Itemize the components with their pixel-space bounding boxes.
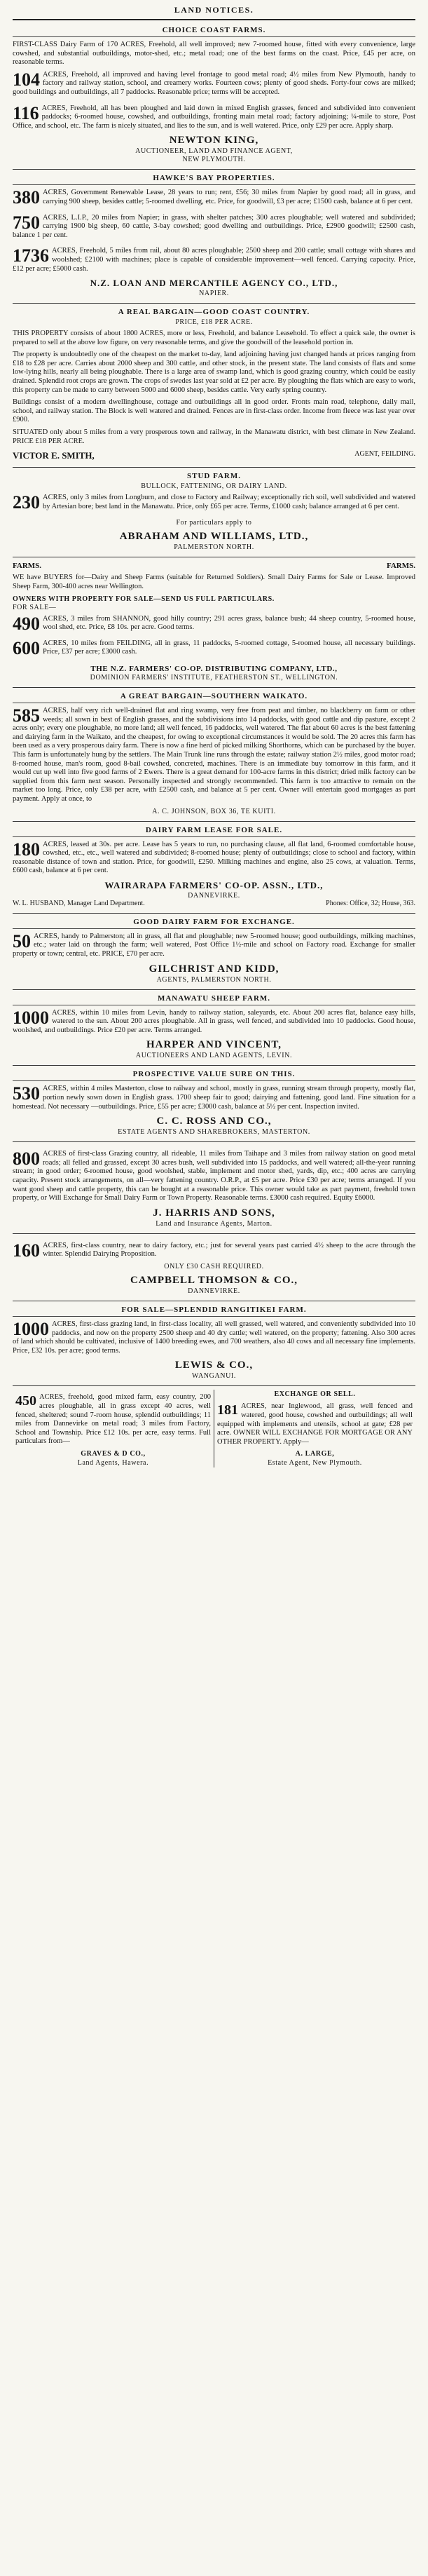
agent-location: ESTATE AGENTS AND SHAREBROKERS, MASTERTON.: [118, 1128, 310, 1137]
dairy-lease-section: [13, 822, 415, 914]
acreage: 1736: [13, 245, 49, 266]
acreage: 750: [13, 212, 40, 233]
ad-text: WE have BUYERS for—Dairy and Sheep Farms (suitable for Returned Soldiers). Small Dairy Farms for Sale or Lease. Improved Sheep Farm, 300-400 acres near Wellington.: [13, 574, 415, 590]
agent-name: J. HARRIS AND SONS,: [153, 1207, 275, 1219]
acreage: 160: [13, 1240, 40, 1261]
acreage: 800: [13, 1148, 40, 1170]
agent-name: NEWTON KING,: [169, 135, 259, 147]
ad-text: ACRES, first-class grazing land, in first-class locality, all well grassed, well watered, and conveniently subdivided into 10 paddocks, and now on the property 2500 sheep and 40 dry cattle; well watered, on the property; fattening. Also 300 acres of land which should be cultivated, inclusive of 1400 breeding ewes, and 700 weathers, also 40 cows and all necessary fine implements. Price, £32 10s. per acre; good terms.: [13, 1320, 415, 1355]
acreage: 1000: [13, 1007, 49, 1028]
section-title: MANAWATU SHEEP FARM.: [13, 994, 415, 1005]
acreage: 530: [13, 1083, 40, 1104]
farms-heading: FARMS.: [13, 562, 42, 571]
ad-text: ACRES, handy to Palmerston; all in grass, all flat and ploughable; new 5-roomed house; good outbuildings, milking machines, etc.; water laid on through the farm; well watered, Post Office 1½-mile and school on Factory road. Exchange for smaller property or town; central, etc. PRICE, £70 per acre.: [13, 932, 415, 958]
ad-text: ACRES, only 3 miles from Longburn, and close to Factory and Railway; exceptionally rich soil, well subdivided and watered by Artesian bore; best land in the Manawatu. Price, only £65 per acre. Terms, £1000 cash; balance arranged at 6 per cent.: [43, 494, 415, 510]
section-subtitle: PRICE, £18 PER ACRE.: [175, 318, 253, 327]
footer-left-ad: [13, 1390, 214, 1467]
section-title: CHOICE COAST FARMS.: [13, 26, 415, 37]
agent-manager: W. L. HUSBAND, Manager Land Department.: [13, 899, 145, 907]
agent-location: AGENT, FEILDING.: [354, 450, 415, 459]
agent-name: ABRAHAM AND WILLIAMS, LTD.,: [119, 531, 309, 543]
ad-paragraph: The property is undoubtedly one of the cheapest on the market to-day, land adjoining having just changed hands at prices ranging from £18 to £28 per acre. Carries about 2000 sheep and 300 cattle, and other stock, in the present state. The land consists of flats and some low-lying hills, nearly all being ploughable. There is a large area of swamp land, which is good grazing country, which could be easily drained. Splendid root crops are grown. The crops of swedes last year sold at £2 per acre. By ploughing the flats which are easy to work, this property can be made to carry between 5000 and 6000 sheep, besides cattle. Very early spring country.: [13, 351, 415, 394]
apply-note: For particulars apply to: [176, 519, 252, 527]
masthead: LAND NOTICES.: [13, 3, 415, 20]
agent-location: WANGANUI.: [192, 1372, 236, 1381]
agent-phones: Phones: Office, 32; House, 363.: [326, 899, 415, 907]
acreage: 180: [13, 839, 40, 860]
acreage: 490: [13, 613, 40, 634]
stud-farm-section: [13, 468, 415, 557]
ad-text: ACRES, Freehold, 5 miles from rail, about 80 acres ploughable; 2500 sheep and 200 cattle; small cottage with shares and woolshed; £2100 with machines; place is capable of considerable improvement—well fenced. Carrying capacity. Price, £12 per acre; £5000 cash.: [13, 247, 415, 273]
ad-text: FIRST-CLASS Dairy Farm of 170 ACRES, Freehold, all well improved; new 7-roomed house, fitted with every convenience, large cowshed, and substantial outbuildings, motor-shed, etc.; metal road; one of the best farms on the coast. Price, £45 per acre, on reasonable terms.: [13, 41, 415, 67]
hawkes-bay-section: [13, 170, 415, 304]
section-title: A GREAT BARGAIN—SOUTHERN WAIKATO.: [13, 692, 415, 703]
agent-location: Land and Insurance Agents, Marton.: [156, 1219, 272, 1228]
agent-location: NEW PLYMOUTH.: [182, 156, 246, 164]
grazing-section: [13, 1142, 415, 1234]
acreage: 380: [13, 187, 40, 208]
agent-name: A. C. JOHNSON, BOX 36, TE KUITI.: [152, 807, 276, 815]
choice-coast-farms-section: [13, 22, 415, 170]
agent-name: A. LARGE,: [295, 1450, 335, 1458]
owners-note: OWNERS WITH PROPERTY FOR SALE—SEND US FULL PARTICULARS.: [13, 595, 275, 603]
agent-location: NAPIER.: [199, 290, 229, 298]
agent-name: CAMPBELL THOMSON & CO.,: [130, 1274, 298, 1286]
agent-name: VICTOR E. SMITH,: [13, 450, 95, 461]
acreage: 116: [13, 102, 39, 123]
acreage: 585: [13, 705, 40, 726]
section-title: PROSPECTIVE VALUE SURE ON THIS.: [13, 1070, 415, 1081]
prospective-section: [13, 1066, 415, 1142]
section-subtitle: BULLOCK, FATTENING, OR DAIRY LAND.: [141, 482, 287, 491]
agent-name: WAIRARAPA FARMERS' CO-OP. ASSN., LTD.,: [104, 879, 324, 890]
section-title: A REAL BARGAIN—GOOD COAST COUNTRY.: [118, 308, 310, 317]
rangitikei-section: [13, 1301, 415, 1386]
farms-heading: FARMS.: [386, 562, 415, 571]
section-title: STUD FARM.: [186, 472, 241, 481]
agent-location: DANNEVIRKE.: [188, 891, 240, 900]
dannevirke-section: [13, 1234, 415, 1301]
section-title: HAWKE'S BAY PROPERTIES.: [13, 174, 415, 185]
agent-address: DOMINION FARMERS' INSTITUTE, FEATHERSTON ST., WELLINGTON.: [90, 673, 338, 682]
ad-text: ACRES, within 4 miles Masterton, close to railway and school, mostly in grass, running stream through property, mostly flat, portion newly sown down in English grass. 1700 sheep fair to good; dairying and fattening, good land. Fine situation for a homestead. Not necessary —outbuildings. Price, £55 per acre; £3000 cash, balance at 5½ per cent. Inspection invited.: [13, 1085, 415, 1111]
for-sale-label: FOR SALE—: [13, 603, 57, 611]
ad-text: ACRES, 3 miles from SHANNON, good hilly country; 291 acres grass, balance bush; 44 sheep country, 5-roomed house, wool shed, etc. Price, £8 10s. per acre. Good terms.: [43, 614, 415, 632]
ad-text: ACRES, near Inglewood, all grass, well fenced and watered, good house, cowshed and outbuildings; all well equipped with implements and utensils, school at gate; £28 per acre. OWNER WILL EXCHANGE FOR MORTGAGE OR ANY OTHER PROPERTY. Apply—: [217, 1402, 413, 1446]
ad-text: ACRES, leased at 30s. per acre. Lease has 5 years to run, no purchasing clause, all flat land, 6-roomed comfortable house, cowshed, etc., etc., well watered and subdivided; 8-roomed house; plenty of outbuildings; close to school and factory, within reasonable distance of town and station. Price, for goodwill, £250. Milking machines and engine, also 25 cows, at valuation. Terms, £600 cash, balance at 6 per cent.: [13, 840, 415, 875]
section-title: DAIRY FARM LEASE FOR SALE.: [13, 826, 415, 837]
agent-name: N.Z. LOAN AND MERCANTILE AGENCY CO., LTD.,: [90, 278, 338, 289]
ad-paragraph: Buildings consist of a modern dwellinghouse, cottage and outbuildings all in good order. Fronts main road, telephone, daily mail, school, and railway station. The Block is well watered and drained. Fences are in first-class order. Income from fleece was last year over £900.: [13, 398, 415, 424]
acreage: 1000: [13, 1318, 49, 1339]
agent-name: HARPER AND VINCENT,: [146, 1039, 282, 1051]
ad-text: ACRES, Government Renewable Lease, 28 years to run; rent, £56; 30 miles from Napier by good road; all in grass, and carrying 900 sheep, besides cattle; 5-roomed dwelling, etc. Price, for goodwill, £3 per acre; £1500 cash, balance at 6 per cent.: [43, 189, 415, 205]
acreage: 230: [13, 492, 40, 513]
waikato-section: [13, 688, 415, 822]
ad-paragraph: THIS PROPERTY consists of about 1800 ACRES, more or less, Freehold, and balance Leasehold. To effect a quick sale, the owner is prepared to sell at the above low figure, on very reasonable terms, and give the goodwill of the leasehold portion in.: [13, 330, 415, 346]
agent-location: DANNEVIRKE.: [188, 1287, 240, 1295]
section-title: GOOD DAIRY FARM FOR EXCHANGE.: [13, 918, 415, 929]
footer-columns: [13, 1386, 415, 1467]
agent-location: Estate Agent, New Plymouth.: [268, 1459, 362, 1467]
agent-name: GILCHRIST AND KIDD,: [149, 963, 279, 975]
good-dairy-exchange-section: [13, 914, 415, 990]
ad-text: ACRES, 10 miles from FEILDING, all in grass, 11 paddocks, 5-roomed cottage, 5-roomed house, all necessary buildings. Price, £37 per acre; £3000 cash.: [43, 639, 415, 656]
manawatu-section: [13, 990, 415, 1066]
acreage: 450: [15, 1393, 36, 1409]
agent-name: GRAVES & D CO.,: [81, 1449, 146, 1458]
ad-text: ACRES, L.I.P., 20 miles from Napier; in grass, with shelter patches; 300 acres ploughable; well watered and subdivided; carrying 1900 big sheep, 60 cattle, 3-bay cowshed; good dwelling and outbuildings. Price, £2900 goodwill; £2500 cash, balance 1 per cent.: [13, 213, 415, 239]
agent-name: C. C. ROSS AND CO.,: [156, 1116, 272, 1127]
agent-detail: AUCTIONEER, LAND AND FINANCE AGENT,: [135, 147, 293, 156]
cash-note: ONLY £30 CASH REQUIRED.: [164, 1262, 264, 1270]
ad-text: ACRES, Freehold, all has been ploughed and laid down in mixed English grasses, fenced and subdivided into convenient paddocks; 6-roomed house, cowshed, and outbuildings, fronting main metal road; factory adjoining; ¼-mile to store, Post Office, and school, etc. The farm is nicely situated, and lies to the sun, and is well watered. Price, only £29 per acre. Apply sharp.: [13, 104, 415, 130]
acreage: 181: [217, 1402, 238, 1418]
real-bargain-section: [13, 304, 415, 468]
ad-text: ACRES, half very rich well-drained flat and ring swamp, very free from peat and timber, no blackberry on farm or other weeds; all sown in best of English grasses, and the subdivisions into 14 paddocks, with good cattle and dip pasture, except 2 acres only; every one ploughable, no more land; all well fenced, 16 paddocks, well watered. The flat about 60 acres is the best fattening and dairying farm in the Waikato, and the cheapest, for owing to exceptional circumstances it would be sold. The 20 acres this farm has been used as a very prosperous dairy farm. There is now a fine herd of picked milking Shorthorns, which can be purchased by the buyer. This farm is unfortunately hung by the settlers. The Main Trunk line runs through the estate; railway station 2½ miles, good motor road; 8-roomed house, man's room, good 8-bail cowshed, concreted, machines. There is an immediate buy tomorrow in this farm, and it would cut up well into five good farms of 2 Ewers. There is a great demand for 100-acre farms in this district; dried milk factory can be supplied from this farm next season. Personally inspected and strongly recommended. This farm is too attractive to remain on the market too long. Price, only £38 per acre, with £2500 cash, and balance at 5 per cent. Owner will entertain good mortgages as part payment. Apply at once, to: [13, 706, 415, 803]
agent-location: AGENTS, PALMERSTON NORTH.: [156, 975, 272, 984]
ad-text: ACRES, first-class country, near to dairy factory, etc.; just for several years past carried 4½ sheep to the acre through the winter. Splendid Dairying Proposition.: [43, 1241, 415, 1259]
section-title: EXCHANGE OR SELL.: [274, 1390, 356, 1399]
ad-text: ACRES, freehold, good mixed farm, easy country, 200 acres ploughable, all in grass except 40 acres, well fenced, sheltered; sound 7-room house, splendid outbuildings; 11 miles from Dannevirke on metal road; 3 miles from Factory, School and Township. Price £12 10s. per acre, easy terms. Full particulars from—: [15, 1393, 211, 1446]
ad-text: ACRES, Freehold, all improved and having level frontage to good metal road; 4½ miles from New Plymouth, handy to factory and railway station, school, and creamery works. Fourteen cows; plenty of good sheds. Forty-four cows are milked; good buildings and outbuildings, all 7 paddocks. Reasonable price; terms will be accepted.: [13, 70, 415, 96]
agent-location: AUCTIONEERS AND LAND AGENTS, LEVIN.: [135, 1052, 293, 1060]
agent-name: THE N.Z. FARMERS' CO-OP. DISTRIBUTING COMPANY, LTD.,: [90, 664, 338, 673]
ad-paragraph: SITUATED only about 5 miles from a very prosperous town and railway, in the Manawatu district, with best climate in New Zealand. PRICE £18 PER ACRE.: [13, 428, 415, 445]
agent-location: PALMERSTON NORTH.: [174, 543, 254, 552]
farms-section: [13, 557, 415, 688]
agent-location: Land Agents, Hawera.: [77, 1458, 149, 1467]
section-title: FOR SALE—SPLENDID RANGITIKEI FARM.: [13, 1306, 415, 1317]
ad-text: ACRES, within 10 miles from Levin, handy to railway station, saleyards, etc. About 200 acres flat, balance easy hills, watered to the sun. About 200 acres ploughable. All in grass, well fenced, and subdivided into 10 paddocks. Good house, woolshed, and outbuildings. Price £20 per acre. Terms arranged.: [13, 1008, 415, 1034]
acreage: 50: [13, 930, 31, 951]
agent-name: LEWIS & CO.,: [174, 1360, 254, 1371]
footer-right-ad: [214, 1390, 415, 1467]
acreage: 104: [13, 69, 40, 90]
ad-text: ACRES of first-class Grazing country, all rideable, 11 miles from Taihape and 3 miles from railway station on good metal roads; all felled and grassed, except 30 acres bush, well subdivided into 15 paddocks, and well watered; all-the-year running stream; in good order; 6-roomed house, good woolshed, stable, implement and motor shed, yards, dip, etc.; 400 acres are carrying capacity. Present stock arrangements, on all—very fattening country. O.R.P., at £5 per acre. Price £30 per acre; terms arranged. If you want good sheep and cattle property, this can be bought at a reasonable price. This owner would take as part payment, freehold town property, or Will Exchange for Small Dairy Farm or Town Property. Reasonable terms. £3000 cash required. Equity £6000.: [13, 1150, 415, 1202]
acreage: 600: [13, 637, 40, 658]
